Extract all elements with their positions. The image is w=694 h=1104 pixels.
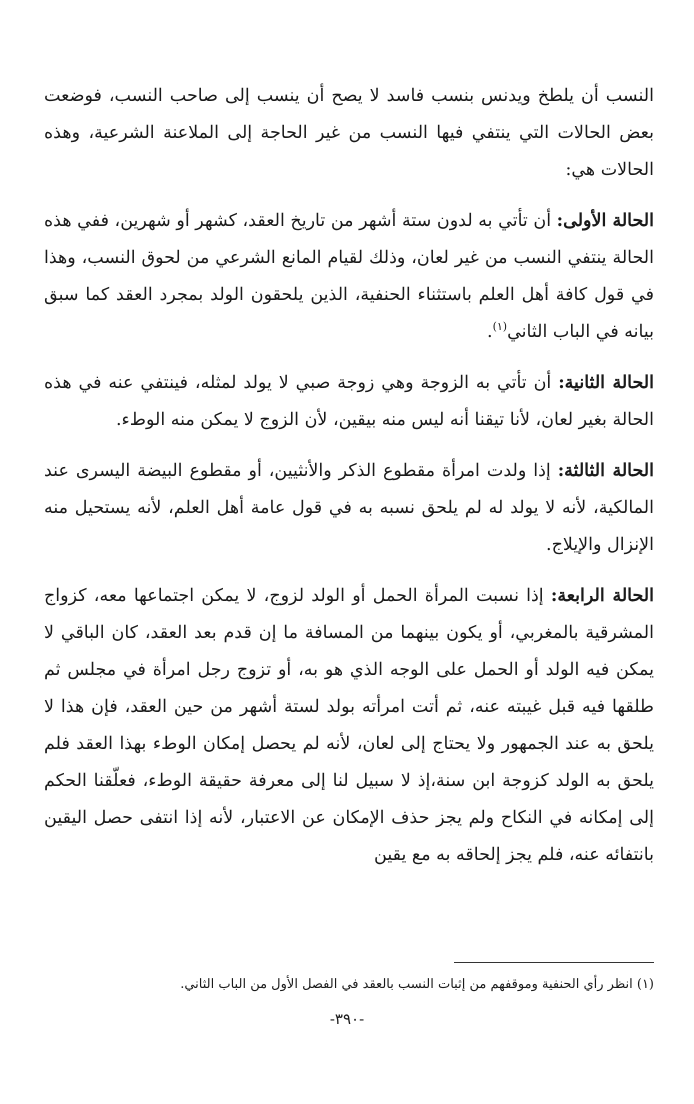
case-4-paragraph <box>44 578 654 874</box>
case-1-end: . <box>486 322 493 342</box>
page-number: -٣٩٠- <box>329 1010 365 1028</box>
case-3-text: إذا ولدت امرأة مقطوع الذكر والأنثيين، أو مقطوع البيضة اليسرى عند المالكية، لأنه لا يولد له لم يلحق نسبه به في قول عامة أهل العلم، لأنه يستحيل منه الإنزال والإيلاج. <box>44 461 654 555</box>
case-4-text: إذا نسبت المرأة الحمل أو الولد لزوج، لا يمكن اجتماعها معه، كزواج المشرقية بالمغربي، أو يكون بينهما من المسافة ما إن قدم بعد العقد، كان الباقي لا يمكن فيه الولد أو الحمل على الوجه الذي هو به، أو تزوج رجل امرأة في مجلس ثم طلقها فيه قبل غيبته عنه، ثم أتت امرأته بولد لستة أشهر من حين العقد، فإن هذا لا يلحق به عند الجمهور ولا يحتاج إلى لعان، لأنه لم يحصل إمكان الوطء بهذا العقد فلم يلحق به الولد كزوجة ابن سنة،إذ لا سبيل لنا إلى معرفة حقيقة الوطء، فعلّقنا الحكم إلى إمكانه في النكاح ولم يجز حذف الإمكان عن الاعتبار، لأنه إذا انتفى حصل اليقين بانتفائه عنه، فلم يجز إلحاقه به مع يقين <box>44 586 654 865</box>
case-1-paragraph <box>44 203 654 351</box>
case-3-term: الحالة الثالثة: <box>557 461 654 481</box>
case-2-text: أن تأتي به الزوجة وهي زوجة صبي لا يولد لمثله، فينتفي عنه في هذه الحالة بغير لعان، لأنا تيقنا أنه ليس منه بيقين، لأن الزوج لا يمكن منه الوطء. <box>44 373 654 430</box>
case-3-paragraph <box>44 453 654 564</box>
case-2-paragraph <box>44 365 654 439</box>
case-1-term: الحالة الأولى: <box>556 211 654 231</box>
footnote-ref: (١) <box>492 320 508 334</box>
page-body <box>44 78 654 888</box>
case-2-term: الحالة الثانية: <box>558 373 654 393</box>
footnote-divider <box>454 962 654 963</box>
intro-paragraph: النسب أن يلطخ ويدنس بنسب فاسد لا يصح أن ينسب إلى صاحب النسب، فوضعت بعض الحالات التي ينتفي فيها النسب من غير الحاجة إلى الملاعنة الشرعية، وهذه الحالات هي: <box>44 86 654 180</box>
footnote: (١) انظر رأي الحنفية وموقفهم من إثبات النسب بالعقد في الفصل الأول من الباب الثاني. <box>180 977 654 992</box>
case-1-text: أن تأتي به لدون ستة أشهر من تاريخ العقد، كشهر أو شهرين، ففي هذه الحالة ينتفي النسب من غير لعان، وذلك لقيام المانع الشرعي من لحوق النسب، وهذا في قول كافة أهل العلم باستثناء الحنفية، الذين يلحقون الولد بمجرد العقد كما سبق بيانه في الباب الثاني <box>44 211 654 342</box>
case-4-term: الحالة الرابعة: <box>550 586 654 606</box>
